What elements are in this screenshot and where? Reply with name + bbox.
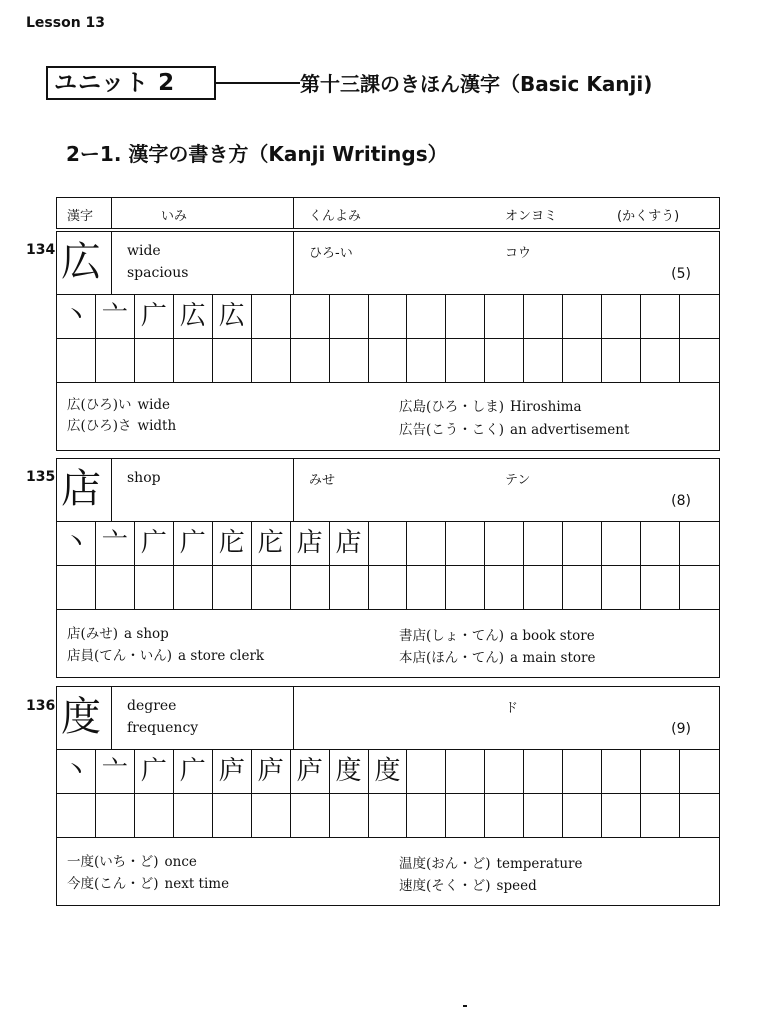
examples: 店(みせ) a shop 店員(てん・いん) a store clerk 書店(しょ・てん) a book store 本店(ほん・てん) a main store — [57, 609, 719, 677]
section-title: 2ー1. 漢字の書き方（Kanji Writings） — [66, 142, 448, 166]
stroke-cell: 庀 — [252, 522, 291, 566]
page-mark — [463, 1005, 467, 1007]
stroke-cell: 広 — [213, 295, 252, 339]
header-kanji: 漢字 — [67, 209, 94, 224]
kunyomi: ひろ-い — [309, 246, 353, 261]
stroke-cell — [446, 794, 485, 838]
stroke-cell — [252, 339, 291, 383]
stroke-cell — [602, 522, 641, 566]
stroke-cell — [680, 566, 719, 610]
unit-label: ユニット 2 — [46, 66, 216, 100]
header-onyomi: オンヨミ — [505, 209, 558, 224]
entry-number: 134 — [26, 242, 56, 258]
stroke-cell: 亠 — [96, 750, 135, 794]
entry-number: 135 — [26, 469, 56, 485]
stroke-cell — [524, 750, 563, 794]
stroke-count: (8) — [671, 493, 691, 509]
entry-number: 136 — [26, 698, 56, 714]
stroke-cell — [291, 295, 330, 339]
meaning: shop — [127, 470, 161, 486]
stroke-cell: 広 — [174, 295, 213, 339]
stroke-cell: 亠 — [96, 295, 135, 339]
stroke-cell — [446, 750, 485, 794]
stroke-cell — [641, 794, 680, 838]
stroke-grid — [57, 294, 719, 383]
stroke-cell — [485, 339, 524, 383]
stroke-cell — [524, 566, 563, 610]
onyomi: コウ — [505, 246, 532, 261]
stroke-cell — [485, 794, 524, 838]
stroke-cell — [252, 566, 291, 610]
stroke-cell — [641, 566, 680, 610]
stroke-cell — [252, 794, 291, 838]
header-kunyomi: くんよみ — [309, 209, 362, 224]
stroke-cell — [135, 794, 174, 838]
stroke-cell — [369, 522, 408, 566]
stroke-cell: 庐 — [252, 750, 291, 794]
stroke-cell: 庐 — [291, 750, 330, 794]
stroke-cell — [213, 794, 252, 838]
meaning: degree frequency — [127, 698, 199, 736]
stroke-cell — [135, 566, 174, 610]
stroke-cell — [174, 339, 213, 383]
examples: 一度(いち・ど) once 今度(こん・ど) next time 温度(おん・ど) temperature 速度(そく・ど) speed — [57, 837, 719, 905]
stroke-cell — [57, 339, 96, 383]
stroke-cell: 广 — [174, 522, 213, 566]
kanji-entry-135 — [56, 458, 720, 678]
stroke-count: (9) — [671, 721, 691, 737]
unit-title: 第十三課のきほん漢字（Basic Kanji) — [300, 72, 653, 96]
examples: 広(ひろ)い wide 広(ひろ)さ width 広島(ひろ・しま) Hiroshima 広告(こう・こく) an advertisement — [57, 382, 719, 450]
stroke-cell — [291, 794, 330, 838]
stroke-cell — [135, 339, 174, 383]
stroke-cell: 丶 — [57, 522, 96, 566]
stroke-cell — [213, 566, 252, 610]
stroke-cell — [563, 750, 602, 794]
stroke-cell — [407, 522, 446, 566]
stroke-cell — [680, 339, 719, 383]
stroke-cell: 丶 — [57, 750, 96, 794]
stroke-cell — [330, 339, 369, 383]
header-kakusuu: (かくすう) — [617, 209, 680, 224]
stroke-cell: 广 — [135, 750, 174, 794]
stroke-cell — [330, 566, 369, 610]
stroke-cell: 广 — [135, 522, 174, 566]
stroke-cell — [291, 339, 330, 383]
stroke-cell: 亠 — [96, 522, 135, 566]
stroke-cell — [96, 566, 135, 610]
stroke-cell — [446, 339, 485, 383]
stroke-cell — [369, 794, 408, 838]
lesson-label: Lesson 13 — [26, 15, 106, 31]
stroke-cell — [602, 750, 641, 794]
stroke-cell — [96, 794, 135, 838]
stroke-cell — [446, 522, 485, 566]
stroke-cell — [407, 750, 446, 794]
kanji-character: 店 — [61, 466, 101, 512]
stroke-cell — [369, 566, 408, 610]
stroke-cell — [174, 566, 213, 610]
kanji-character: 度 — [61, 694, 101, 740]
stroke-cell — [369, 339, 408, 383]
stroke-cell — [252, 295, 291, 339]
stroke-cell: 庀 — [213, 522, 252, 566]
stroke-cell — [330, 295, 369, 339]
stroke-cell — [57, 794, 96, 838]
stroke-cell — [680, 750, 719, 794]
stroke-cell — [407, 794, 446, 838]
stroke-cell: 丶 — [57, 295, 96, 339]
unit-divider — [216, 82, 300, 84]
stroke-cell — [291, 566, 330, 610]
stroke-cell — [446, 566, 485, 610]
stroke-cell — [641, 295, 680, 339]
stroke-cell — [485, 750, 524, 794]
meaning: wide spacious — [127, 243, 189, 281]
stroke-cell — [446, 295, 485, 339]
stroke-cell — [641, 339, 680, 383]
stroke-grid — [57, 749, 719, 838]
stroke-cell — [524, 522, 563, 566]
stroke-cell: 广 — [135, 295, 174, 339]
stroke-cell — [485, 522, 524, 566]
onyomi: テン — [505, 473, 531, 488]
stroke-count: (5) — [671, 266, 691, 282]
stroke-cell: 度 — [369, 750, 408, 794]
stroke-cell — [524, 295, 563, 339]
kanji-entry-136 — [56, 686, 720, 906]
stroke-cell: 广 — [174, 750, 213, 794]
stroke-cell — [407, 295, 446, 339]
unit-heading — [46, 66, 726, 102]
stroke-cell: 庐 — [213, 750, 252, 794]
onyomi: ド — [505, 701, 519, 716]
stroke-cell — [563, 566, 602, 610]
stroke-cell — [563, 339, 602, 383]
stroke-cell — [407, 339, 446, 383]
stroke-cell — [641, 750, 680, 794]
table-header — [56, 197, 720, 229]
stroke-cell — [369, 295, 408, 339]
stroke-cell — [680, 522, 719, 566]
stroke-cell — [602, 794, 641, 838]
stroke-cell — [680, 794, 719, 838]
stroke-cell — [57, 566, 96, 610]
stroke-cell — [213, 339, 252, 383]
stroke-cell — [563, 794, 602, 838]
stroke-cell — [407, 566, 446, 610]
stroke-cell — [524, 339, 563, 383]
stroke-cell — [602, 295, 641, 339]
stroke-cell — [680, 295, 719, 339]
stroke-cell: 店 — [291, 522, 330, 566]
stroke-cell — [602, 339, 641, 383]
stroke-cell — [485, 295, 524, 339]
stroke-cell — [641, 522, 680, 566]
stroke-cell — [563, 295, 602, 339]
stroke-cell — [174, 794, 213, 838]
stroke-cell — [485, 566, 524, 610]
stroke-cell — [96, 339, 135, 383]
kunyomi: みせ — [309, 473, 336, 488]
kanji-character: 広 — [61, 239, 101, 285]
stroke-grid — [57, 521, 719, 610]
stroke-cell — [563, 522, 602, 566]
stroke-cell — [524, 794, 563, 838]
header-imi: いみ — [161, 209, 188, 224]
stroke-cell — [330, 794, 369, 838]
stroke-cell: 店 — [330, 522, 369, 566]
kanji-entry-134 — [56, 231, 720, 451]
stroke-cell — [602, 566, 641, 610]
stroke-cell: 度 — [330, 750, 369, 794]
